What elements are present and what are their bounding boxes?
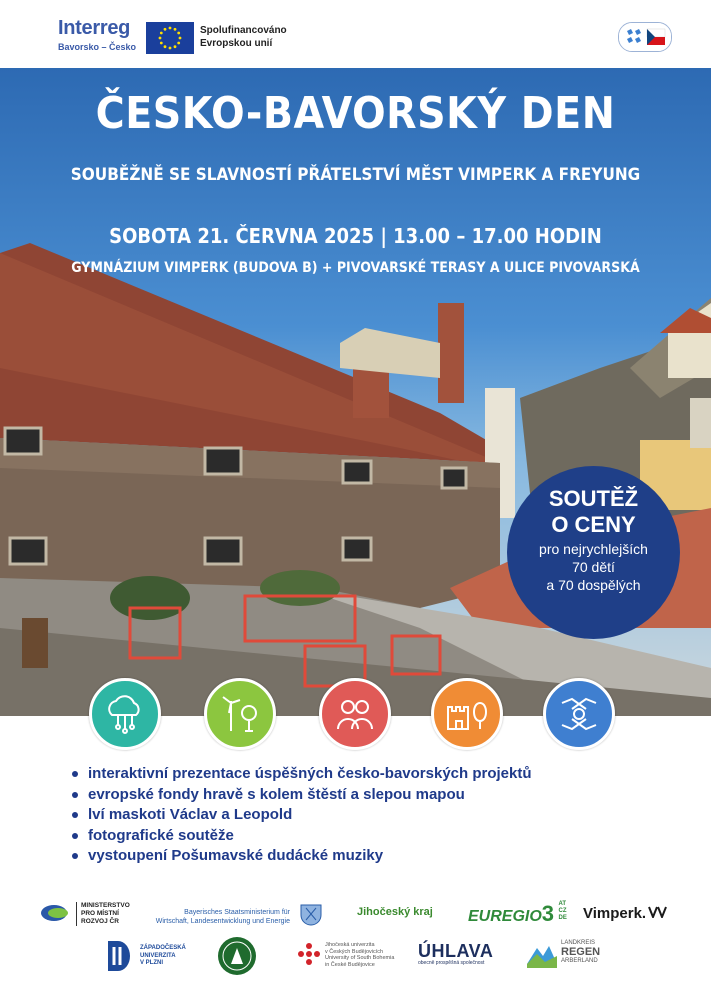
badge-line1: SOUTĚŽ xyxy=(548,486,639,511)
wind-energy-icon xyxy=(204,678,276,750)
event-title: ČESKO-BAVORSKÝ DEN xyxy=(95,88,616,139)
list-item: interaktivní prezentace úspěšných česko-bavorských projektů xyxy=(72,764,532,785)
uhlava-sub: obecně prospěšná společnost xyxy=(418,960,485,966)
eu-line2: Evropskou unií xyxy=(200,38,273,49)
euregio-countries: AT CZ DE xyxy=(558,901,567,921)
mountains-icon xyxy=(527,940,557,968)
bay-line1: Bayerisches Staatsministerium für xyxy=(184,909,290,916)
interreg-logo xyxy=(58,18,136,52)
jck-logo: Jihočeský kraj xyxy=(357,906,433,918)
vimperk-logo xyxy=(583,905,668,922)
bay-line2: Wirtschaft, Landesentwicklung und Energie xyxy=(155,918,290,925)
event-subtitle: SOUBĚŽNĚ SE SLAVNOSTÍ PŘÁTELSTVÍ MĚST VIMPERK A FREYUNG xyxy=(70,165,641,185)
eu-cofinanced-text xyxy=(200,24,287,50)
theme-icons xyxy=(0,678,711,758)
list-item: lví maskoti Václav a Leopold xyxy=(72,805,532,826)
regen-line1: LANDKREIS xyxy=(561,940,596,946)
people-icon xyxy=(319,678,391,750)
mmr-line3: ROZVOJ ČR xyxy=(81,918,119,925)
mmr-emblem-icon xyxy=(40,902,72,924)
bavaria-czech-flag-icon xyxy=(618,22,672,52)
zcu-line3: V PLZNI xyxy=(140,960,164,966)
event-venue: GYMNÁZIUM VIMPERK (BUDOVA B) + PIVOVARSKÉ TERASY A ULICE PIVOVARSKÁ xyxy=(71,260,640,276)
jcu-line2: v Českých Budějovicích xyxy=(325,948,384,955)
badge-line4: 70 dětí xyxy=(572,559,615,575)
list-item: fotografické soutěže xyxy=(72,826,532,847)
contest-badge xyxy=(507,466,680,639)
forest-seal-icon xyxy=(217,936,257,976)
castle-tree-icon xyxy=(431,678,503,750)
cloud-network-icon xyxy=(89,678,161,750)
mmr-line1: MINISTERSTVO xyxy=(81,902,130,909)
program-list xyxy=(72,764,532,867)
interreg-sub: Bavorsko – Česko xyxy=(58,42,137,52)
event-date-time: SOBOTA 21. ČERVNA 2025 | 13.00 – 17.00 HODIN xyxy=(109,224,602,248)
mmr-line2: PRO MÍSTNÍ xyxy=(81,910,119,917)
header xyxy=(0,0,711,68)
eu-flag-icon xyxy=(146,22,194,54)
handshake-icon xyxy=(543,678,615,750)
eu-line1: Spolufinancováno xyxy=(200,25,287,36)
uhlava-logo xyxy=(418,942,498,966)
jcu-line3: University of South Bohemia xyxy=(325,955,395,961)
badge-line3: pro nejrychlejších xyxy=(539,541,648,557)
jcu-emblem-icon xyxy=(297,942,321,966)
bavarian-coat-of-arms-icon xyxy=(298,902,324,926)
euregio-text: EUREGIO xyxy=(468,908,542,925)
vimperk-mark-icon xyxy=(648,906,668,918)
vimperk-text: Vimperk. xyxy=(583,905,647,922)
zcu-line2: UNIVERZITA xyxy=(140,952,176,959)
zcu-line1: ZÁPADOČESKÁ xyxy=(140,945,186,951)
list-item: evropské fondy hravě s kolem štěstí a slepou mapou xyxy=(72,785,532,806)
euregio-logo xyxy=(468,901,571,927)
zcu-emblem-icon xyxy=(106,939,136,973)
jcu-line4: in České Budějovice xyxy=(325,961,375,968)
badge-line5: a 70 dospělých xyxy=(546,577,641,593)
badge-line2: O CENY xyxy=(551,512,636,537)
uhlava-name: ÚHLAVA xyxy=(418,941,494,961)
regen-line3: ARBERLAND xyxy=(561,958,598,964)
list-item: vystoupení Pošumavské dudácké muziky xyxy=(72,846,532,867)
euregio-number: 3 xyxy=(541,901,555,926)
jcu-line1: Jihočeská univerzita xyxy=(325,942,375,948)
interreg-brand: Interreg xyxy=(58,17,131,39)
regen-line2: REGEN xyxy=(561,946,601,958)
